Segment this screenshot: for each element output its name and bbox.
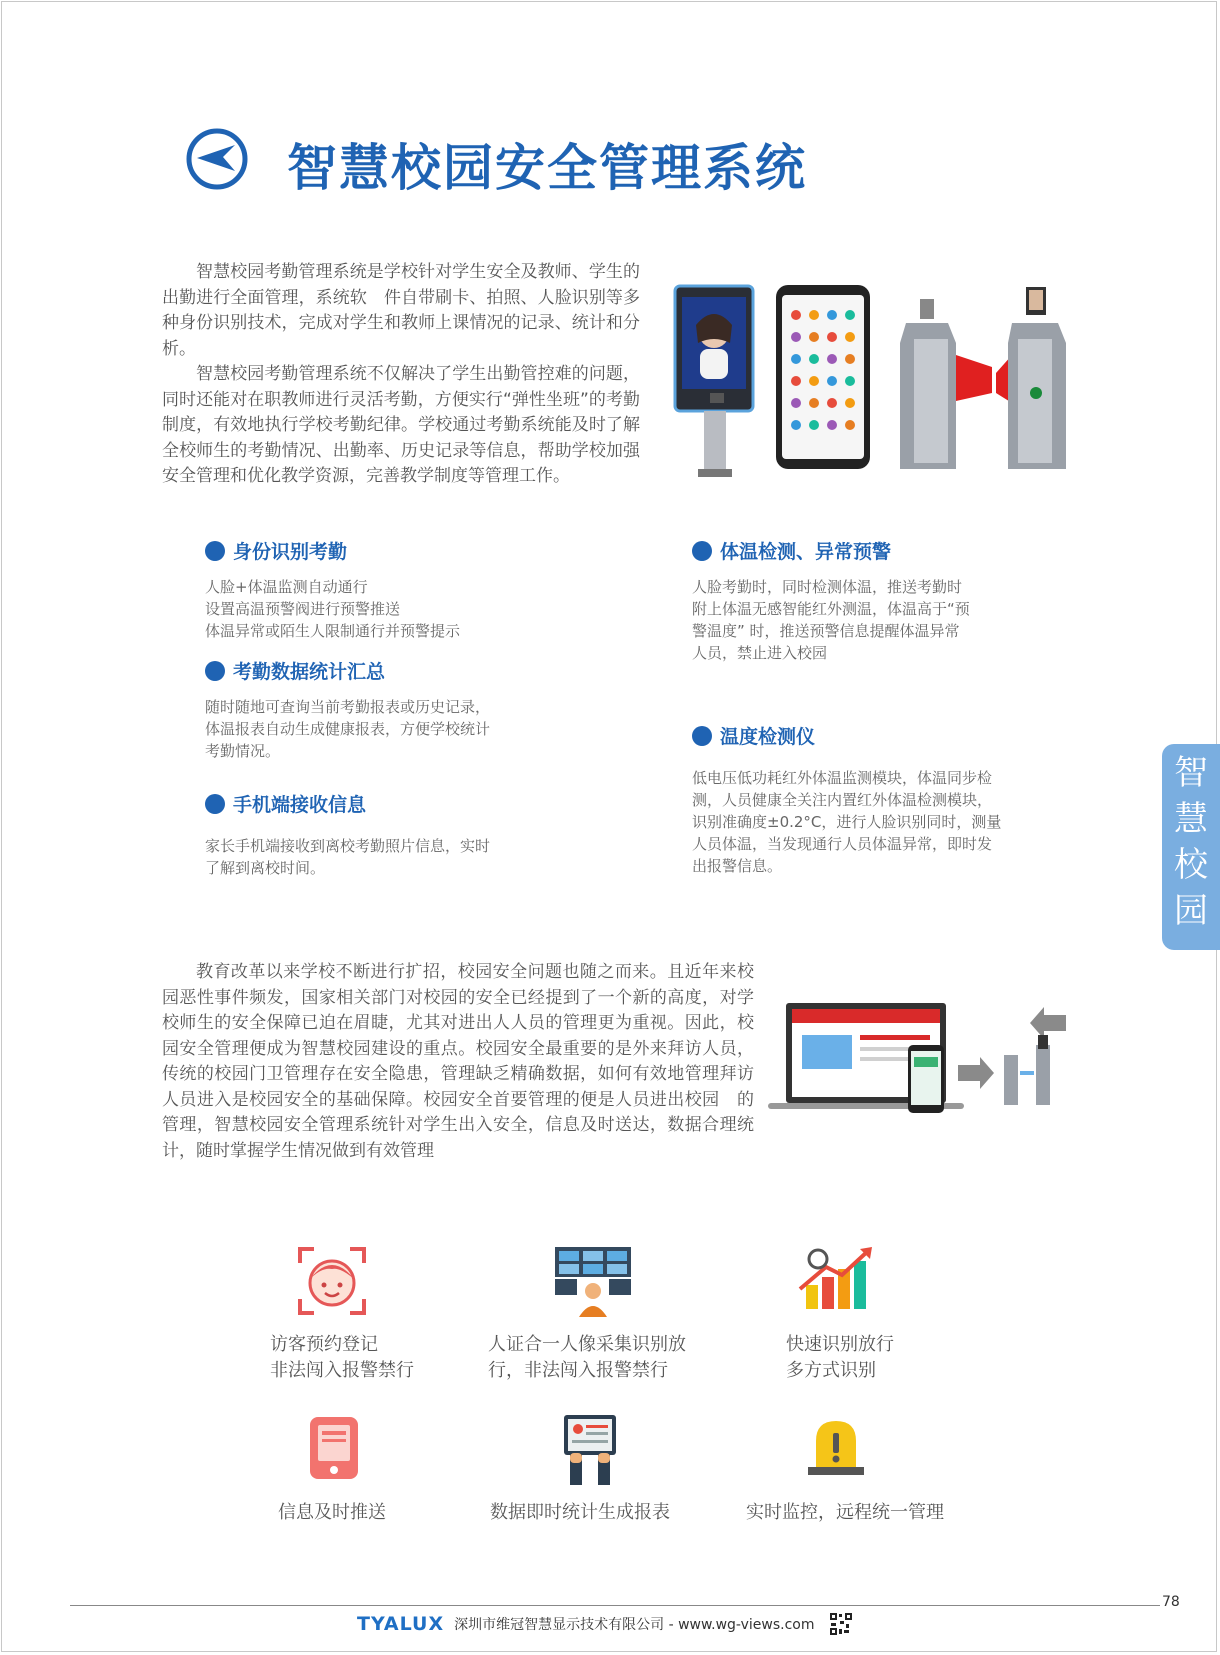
feature-line: 测，人员健康全关注内置红外体温检测模块， xyxy=(692,791,993,809)
icon-caption-id-match xyxy=(488,1332,686,1384)
app-dot xyxy=(827,354,837,364)
feature-line: 警温度” 时，推送预警信息提醒体温异常 xyxy=(692,622,960,640)
app-dot xyxy=(809,376,819,386)
feature-line: 随时随地可查询当前考勤报表或历史记录， xyxy=(205,698,491,716)
feature-line: 识别准确度±0.2°C，进行人脸识别同时，测量 xyxy=(692,813,1002,831)
feature-line: 体温异常或陌生人限制通行并预警提示 xyxy=(205,622,461,640)
bullet-icon xyxy=(205,794,225,814)
feature-line: 出报警信息。 xyxy=(692,857,783,875)
laptop-gate-illustration xyxy=(768,995,1068,1120)
caption-line: 信息及时推送 xyxy=(278,1502,386,1523)
bullet-icon xyxy=(205,661,225,681)
app-dot xyxy=(791,332,801,342)
feature-title: 考勤数据统计汇总 xyxy=(233,661,386,683)
page-frame xyxy=(1,1,1217,1652)
turnstile-gate-illustration xyxy=(900,283,1068,471)
face-terminal-illustration xyxy=(672,283,758,478)
app-dot xyxy=(809,332,819,342)
feature-line: 家长手机端接收到离校考勤照片信息，实时 xyxy=(205,837,491,855)
icon-caption-visitor xyxy=(270,1332,414,1384)
logo-icon xyxy=(185,127,249,191)
alarm-light-icon xyxy=(804,1415,868,1479)
app-dot xyxy=(809,354,819,364)
feature-line: 了解到离校时间。 xyxy=(205,859,326,877)
phone-app-illustration xyxy=(774,283,872,471)
app-dot xyxy=(845,398,855,408)
feature-title: 身份识别考勤 xyxy=(233,541,348,563)
app-dot xyxy=(809,398,819,408)
footer xyxy=(357,1612,853,1636)
tab-char: 智 xyxy=(1174,753,1208,793)
intro-paragraph-2: 智慧校园考勤管理系统不仅解决了学生出勤管控难的问题，同时还能对在职教师进行灵活考勤，方便实行“弹性坐班”的考勤制度，有效地执行学校考勤纪律。学校通过考勤系统能及时了解全校师生的考勤情况、出勤率、历史记录等信息，帮助学校加强安全管理和优化教学资源，完善教学制度等管理工作。 xyxy=(162,364,640,486)
app-dot xyxy=(827,310,837,320)
caption-line: 非法闯入报警禁行 xyxy=(270,1360,414,1381)
app-dot xyxy=(845,354,855,364)
brand-logo: TYALUX xyxy=(357,1613,445,1635)
app-dot xyxy=(845,420,855,430)
feature-title: 温度检测仪 xyxy=(720,726,816,748)
icon-caption-fast xyxy=(786,1332,894,1384)
caption-line: 多方式识别 xyxy=(786,1360,876,1381)
feature-line: 体温报表自动生成健康报表，方便学校统计 xyxy=(205,720,491,738)
tab-char: 慧 xyxy=(1174,799,1208,839)
visitor-icon xyxy=(268,1245,388,1321)
feature-line: 人脸考勤时，同时检测体温，推送考勤时 xyxy=(692,578,963,596)
caption-line: 实时监控，远程统一管理 xyxy=(746,1502,944,1523)
caption-line: 数据即时统计生成报表 xyxy=(490,1502,670,1523)
app-dot xyxy=(791,420,801,430)
app-dot xyxy=(845,376,855,386)
caption-line: 快速识别放行 xyxy=(786,1334,894,1355)
app-dot xyxy=(845,332,855,342)
side-section-tab xyxy=(1162,744,1220,950)
app-dot xyxy=(791,354,801,364)
feature-detector xyxy=(692,722,1001,877)
intro-paragraph-1: 智慧校园考勤管理系统是学校针对学生安全及教师、学生的出勤进行全面管理，系统软 件自带刷卡、拍照、人脸识别等多种身份识别技术，完成对学生和教师上课情况的记录、统计和分析。 xyxy=(162,262,640,359)
growth-chart-icon xyxy=(796,1245,876,1311)
app-dot xyxy=(791,398,801,408)
feature-mobile xyxy=(205,790,490,879)
app-dot xyxy=(827,420,837,430)
feature-line: 人员，禁止进入校园 xyxy=(692,644,828,662)
bullet-icon xyxy=(692,541,712,561)
app-dot xyxy=(809,420,819,430)
feature-identity xyxy=(205,537,460,642)
security-text xyxy=(162,960,754,1164)
bullet-icon xyxy=(205,541,225,561)
feature-line: 低电压低功耗红外体温监测模块，体温同步检 xyxy=(692,769,993,787)
feature-line: 人脸+体温监测自动通行 xyxy=(205,578,368,596)
caption-line: 行，非法闯入报警禁行 xyxy=(488,1360,668,1381)
feature-statistics xyxy=(205,657,490,762)
page-title: 智慧校园安全管理系统 xyxy=(287,139,807,197)
feature-title: 体温检测、异常预警 xyxy=(720,541,892,563)
bullet-icon xyxy=(692,726,712,746)
footer-divider xyxy=(70,1605,1160,1606)
app-dot xyxy=(827,332,837,342)
tab-char: 园 xyxy=(1174,891,1208,931)
app-dot xyxy=(827,398,837,408)
feature-temperature xyxy=(692,537,970,664)
phone-notification-icon xyxy=(308,1415,360,1481)
page-number: 78 xyxy=(1162,1594,1180,1610)
feature-line: 考勤情况。 xyxy=(205,742,281,760)
feature-line: 附上体温无感智能红外测温，体温高于“预 xyxy=(692,600,970,618)
feature-title: 手机端接收信息 xyxy=(233,794,367,816)
company-info: 深圳市维冠智慧显示技术有限公司 - www.wg-views.com xyxy=(454,1617,815,1633)
app-dot xyxy=(845,310,855,320)
caption-line: 访客预约登记 xyxy=(270,1334,378,1355)
surveillance-screens-icon xyxy=(553,1245,633,1319)
feature-line: 设置高温预警阀进行预警推送 xyxy=(205,600,401,618)
report-tablet-icon xyxy=(560,1413,620,1487)
caption-line: 人证合一人像采集识别放 xyxy=(488,1334,686,1355)
feature-line: 人员体温，当发现通行人员体温异常，即时发 xyxy=(692,835,993,853)
app-dot xyxy=(791,376,801,386)
tab-char: 校 xyxy=(1174,845,1208,885)
qr-code-icon xyxy=(829,1612,853,1636)
app-dot xyxy=(791,310,801,320)
intro-text xyxy=(162,260,640,490)
app-dot xyxy=(827,376,837,386)
app-dot xyxy=(809,310,819,320)
security-paragraph: 教育改革以来学校不断进行扩招，校园安全问题也随之而来。且近年来校园恶性事件频发，国家相关部门对校园的安全已经提到了一个新的高度，对学校师生的安全保障已迫在眉睫，尤其对进出人人员的管理更为重视。因此，校园安全管理便成为智慧校园建设的重点。校园安全最重要的是外来拜访人员，传统的校园门卫管理存在安全隐患，管理缺乏精确数据，如何有效地管理拜访人员进入是校园安全的基础保障。校园安全首要管理的便是人员进出校园 的管理，智慧校园安全管理系统针对学生出入安全，信息及时送达，数据合理统计，随时掌握学生情况做到有效管理 xyxy=(162,962,754,1161)
